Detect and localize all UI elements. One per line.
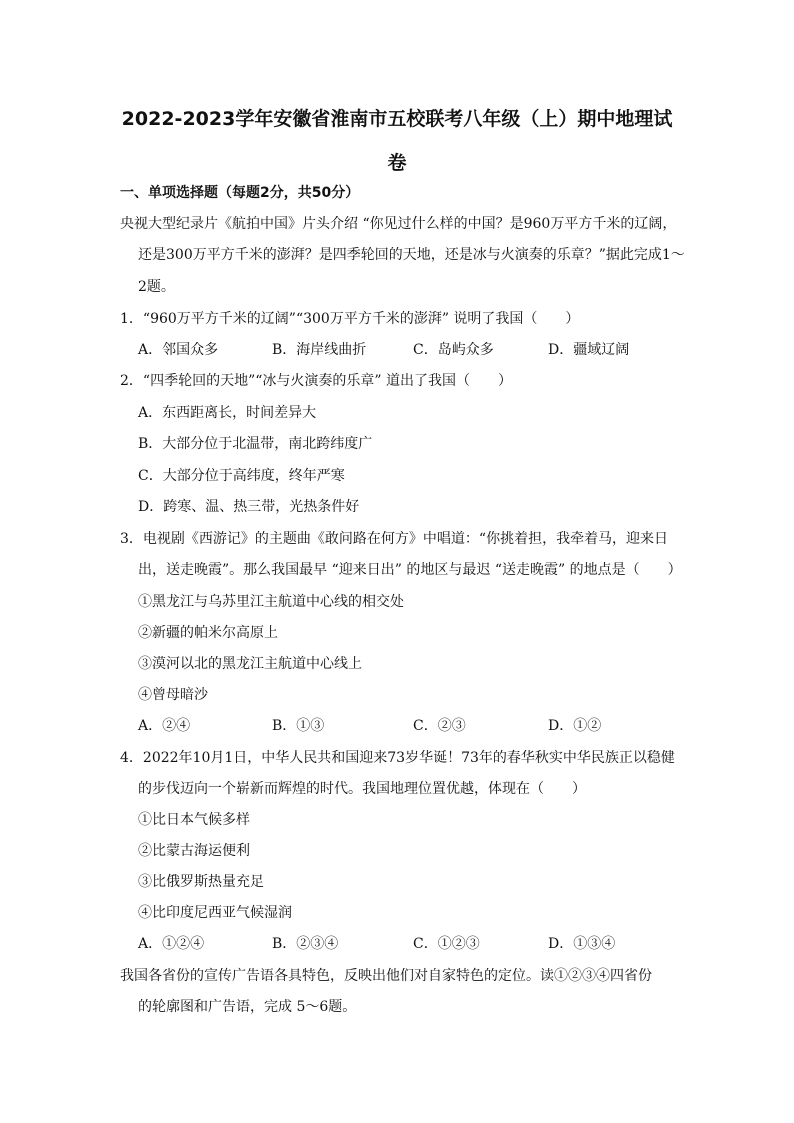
question-3-statement-3: ③漠河以北的黑龙江主航道中心线上 [138,656,362,672]
question-4-option-b: B．②③④ [272,936,339,952]
intro-2-line-1: 我国各省份的宣传广告语各具特色，反映出他们对自家特色的定位。读①②③④四省份 [120,968,652,984]
question-4-statement-2: ②比蒙古海运便利 [138,843,250,859]
question-1-option-a: A．邻国众多 [138,342,219,358]
intro-2-line-2: 的轮廓图和广告语，完成 5～6题。 [138,999,357,1015]
question-4-option-a: A．①②④ [138,936,205,952]
section-heading: 一、单项选择题（每题2分，共50分） [120,185,360,201]
question-3-option-a: A．②④ [138,718,191,734]
question-3-line-2: 出，送走晚霞”。那么我国最早 “迎来日出” 的地区与最迟 “送走晚霞” 的地点是（ ） [138,562,682,578]
question-4-line-2: 的步伐迈向一个崭新而辉煌的时代。我国地理位置优越，体现在（ ） [138,781,586,797]
question-2-stem: 2．“四季轮回的天地”“冰与火演奏的乐章” 道出了我国（ ） [120,373,512,389]
question-2-option-c: C．大部分位于高纬度，终年严寒 [138,468,345,484]
question-2-option-b: B．大部分位于北温带，南北跨纬度广 [138,436,373,452]
question-4-statement-3: ③比俄罗斯热量充足 [138,874,264,890]
question-2-option-d: D．跨寒、温、热三带，光热条件好 [138,499,360,515]
question-3-option-d: D．①② [548,718,602,734]
question-1-option-d: D．疆域辽阔 [548,342,630,358]
intro-1-line-1: 央视大型纪录片《航拍中国》片头介绍 “你见过什么样的中国？是960万平方千米的辽阔， [120,216,677,232]
question-1-stem: 1．“960万平方千米的辽阔”“300万平方千米的澎湃” 说明了我国（ ） [120,311,580,327]
question-4-option-d: D．①③④ [548,936,616,952]
intro-1-line-2: 还是300万平方千米的澎湃？是四季轮回的天地，还是冰与火演奏的乐章？”据此完成1～ [138,247,685,263]
question-1-option-c: C．岛屿众多 [413,342,494,358]
question-4-option-c: C．①②③ [413,936,480,952]
question-3-line-1: 3．电视剧《西游记》的主题曲《敢问路在何方》中唱道：“你挑着担，我牵着马，迎来日 [120,531,669,547]
question-3-option-b: B．①③ [272,718,325,734]
document-title-line-1: 2022-2023学年安徽省淮南市五校联考八年级（上）期中地理试 [121,108,673,130]
question-1-option-b: B．海岸线曲折 [272,342,367,358]
question-3-statement-2: ②新疆的帕米尔高原上 [138,625,278,641]
document-title-line-2: 卷 [387,152,407,174]
question-3-statement-1: ①黑龙江与乌苏里江主航道中心线的相交处 [138,594,404,610]
intro-1-line-3: 2题。 [138,279,175,295]
question-4-statement-1: ①比日本气候多样 [138,812,250,828]
question-3-statement-4: ④曾母暗沙 [138,687,208,703]
question-4-statement-4: ④比印度尼西亚气候湿润 [138,905,292,921]
question-3-option-c: C．②③ [413,718,466,734]
question-4-line-1: 4．2022年10月1日，中华人民共和国迎来73岁华诞！73年的春华秋实中华民族正以稳健 [120,750,675,766]
question-2-option-a: A．东西距离长，时间差异大 [138,405,317,421]
